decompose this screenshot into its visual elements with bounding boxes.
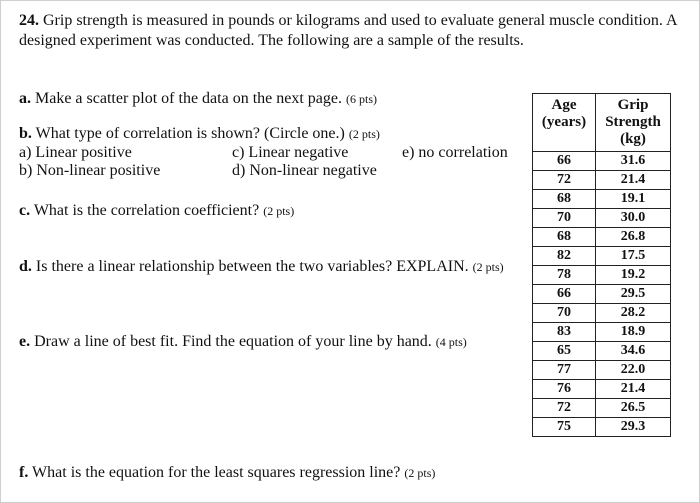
table-row xyxy=(533,190,671,209)
grip-strength-cell: 30.0 xyxy=(596,209,671,228)
grip-strength-cell: 29.3 xyxy=(596,418,671,437)
question-f: f. What is the equation for the least squares regression line? (2 pts) xyxy=(19,464,436,481)
grip-strength-cell: 29.5 xyxy=(596,285,671,304)
problem-intro xyxy=(19,11,679,51)
data-table xyxy=(532,93,671,437)
age-cell: 65 xyxy=(533,342,596,361)
grip-strength-cell: 18.9 xyxy=(596,323,671,342)
question-a: a. Make a scatter plot of the data on the next page. (6 pts) xyxy=(19,90,377,107)
option-e[interactable]: e) no correlation xyxy=(402,144,508,161)
age-cell: 68 xyxy=(533,190,596,209)
age-cell: 82 xyxy=(533,247,596,266)
table-row xyxy=(533,380,671,399)
grip-strength-cell: 17.5 xyxy=(596,247,671,266)
age-cell: 70 xyxy=(533,304,596,323)
grip-strength-cell: 19.1 xyxy=(596,190,671,209)
option-b[interactable]: b) Non-linear positive xyxy=(19,162,161,179)
question-e: e. Draw a line of best fit. Find the equation of your line by hand. (4 pts) xyxy=(19,333,467,350)
table-row xyxy=(533,152,671,171)
table-row xyxy=(533,418,671,437)
table-row xyxy=(533,361,671,380)
option-a[interactable]: a) Linear positive xyxy=(19,144,132,161)
table-row xyxy=(533,247,671,266)
grip-strength-cell: 22.0 xyxy=(596,361,671,380)
table-row xyxy=(533,171,671,190)
table-row xyxy=(533,266,671,285)
question-b: b. What type of correlation is shown? (Circle one.) (2 pts) xyxy=(19,125,380,142)
age-cell: 75 xyxy=(533,418,596,437)
age-cell: 72 xyxy=(533,171,596,190)
age-cell: 78 xyxy=(533,266,596,285)
age-cell: 66 xyxy=(533,285,596,304)
question-d: d. Is there a linear relationship between the two variables? EXPLAIN. (2 pts) xyxy=(19,258,504,275)
table-row xyxy=(533,228,671,247)
table-row xyxy=(533,285,671,304)
problem-statement: Grip strength is measured in pounds or kilograms and used to evaluate general muscle condition. A designed experiment was conducted. The following are a sample of the results. xyxy=(19,12,677,49)
grip-strength-cell: 21.4 xyxy=(596,380,671,399)
age-cell: 72 xyxy=(533,399,596,418)
grip-strength-cell: 21.4 xyxy=(596,171,671,190)
age-cell: 68 xyxy=(533,228,596,247)
problem-number: 24. xyxy=(19,12,39,29)
question-c: c. What is the correlation coefficient? (2 pts) xyxy=(19,202,295,219)
grip-column-header: Grip Strength (kg) xyxy=(596,94,671,152)
option-d[interactable]: d) Non-linear negative xyxy=(232,162,377,179)
table-row xyxy=(533,304,671,323)
grip-strength-cell: 19.2 xyxy=(596,266,671,285)
age-cell: 66 xyxy=(533,152,596,171)
grip-strength-cell: 28.2 xyxy=(596,304,671,323)
grip-strength-cell: 26.5 xyxy=(596,399,671,418)
grip-strength-cell: 34.6 xyxy=(596,342,671,361)
table-row xyxy=(533,323,671,342)
age-cell: 77 xyxy=(533,361,596,380)
table-body xyxy=(533,152,671,437)
age-column-header: Age (years) xyxy=(533,94,596,152)
age-cell: 83 xyxy=(533,323,596,342)
table-row xyxy=(533,399,671,418)
grip-strength-cell: 31.6 xyxy=(596,152,671,171)
option-c[interactable]: c) Linear negative xyxy=(232,144,349,161)
table-row xyxy=(533,209,671,228)
age-cell: 70 xyxy=(533,209,596,228)
grip-strength-cell: 26.8 xyxy=(596,228,671,247)
table-row xyxy=(533,342,671,361)
age-cell: 76 xyxy=(533,380,596,399)
